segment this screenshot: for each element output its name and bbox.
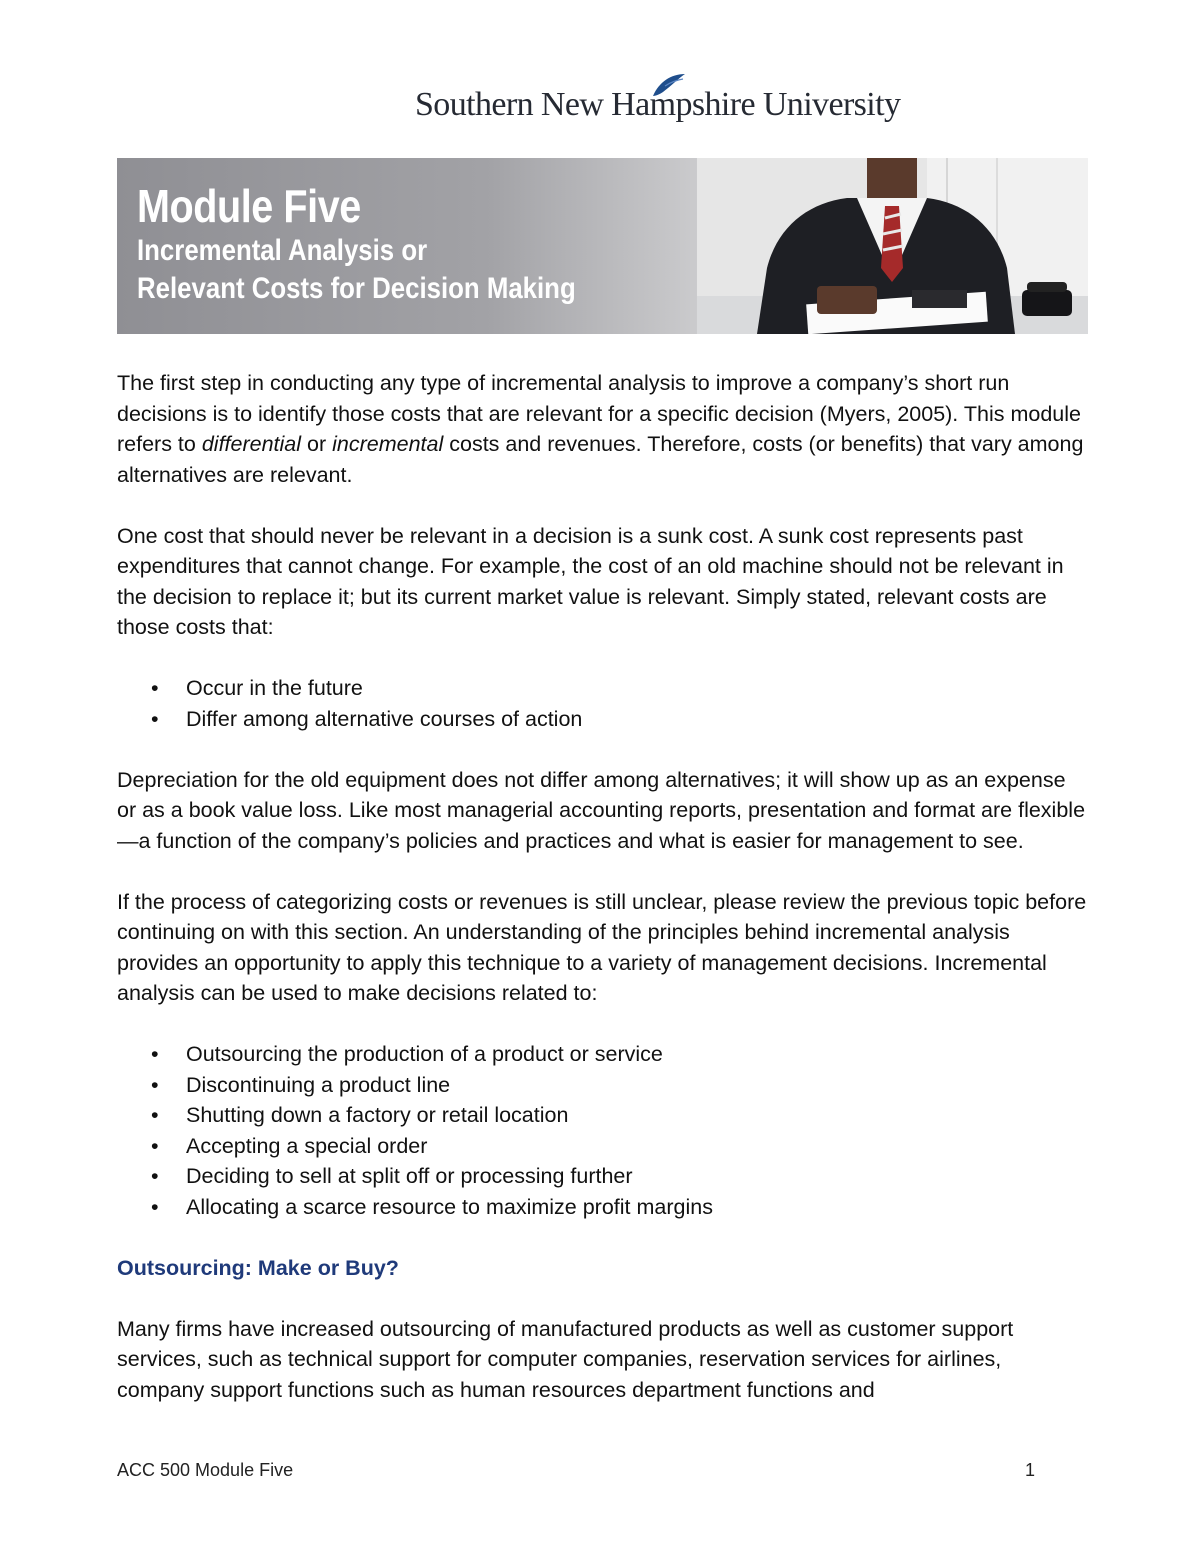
relevant-costs-list (117, 673, 1087, 734)
banner-subtitle-line1: Incremental Analysis or (137, 234, 428, 267)
page-footer (117, 1460, 1035, 1481)
businessman-image (697, 158, 1088, 334)
banner-title: Module Five (137, 180, 361, 232)
list-item: • Discontinuing a product line (117, 1070, 1087, 1101)
footer-course-label: ACC 500 Module Five (117, 1460, 294, 1480)
banner-subtitle-line2: Relevant Costs for Decision Making (137, 272, 576, 305)
leaf-icon (651, 72, 687, 98)
paragraph-depreciation: Depreciation for the old equipment does not differ among alternatives; it will show up as an expense or as a book value loss. Like most managerial accounting reports, presentation and format are flexible—a function of the company’s policies and practices and what is easier for management to see. (117, 767, 1086, 853)
list-item: • Allocating a scarce resource to maximize profit margins (117, 1192, 1087, 1223)
paragraph-process: If the process of categorizing costs or revenues is still unclear, please review the previous topic before continuing on with this section. An understanding of the principles behind incremental analysis provides an opportunity to apply this technique to a variety of management decisions. Incremental analysis can be used to make decisions related to: (117, 889, 1087, 1005)
list-item: • Differ among alternative courses of action (117, 704, 1087, 735)
list-item: • Shutting down a factory or retail location (117, 1100, 1087, 1131)
list-item: • Outsourcing the production of a product or service (117, 1039, 1087, 1070)
list-item: • Deciding to sell at split off or processing further (117, 1161, 1087, 1192)
paragraph-sunk-cost: One cost that should never be relevant in a decision is a sunk cost. A sunk cost represents past expenditures that cannot change. For example, the cost of an old machine should not be relevant in the decision to replace it; but its current market value is relevant. Simply stated, relevant costs are those costs that: (117, 523, 1064, 639)
section-heading: Outsourcing: Make or Buy? (117, 1255, 399, 1280)
list-item: • Occur in the future (117, 673, 1087, 704)
list-item: • Accepting a special order (117, 1131, 1087, 1162)
module-banner (117, 158, 1088, 334)
decisions-list (117, 1039, 1087, 1222)
document-body (117, 368, 1087, 1436)
paragraph-intro: The first step in conducting any type of incremental analysis to improve a company’s short run decisions is to identify those costs that are relevant for a specific decision (Myers, 2005). This module refers to differential or incremental costs and revenues. Therefore, costs (or benefits) that vary among alternatives are relevant. (117, 371, 1084, 487)
paragraph-outsourcing: Many firms have increased outsourcing of manufactured products as well as customer support services, such as technical support for computer companies, reservation services for airlines, company support functions such as human resources department functions and (117, 1316, 1014, 1402)
university-logo (415, 72, 901, 132)
logo-wordmark: Southern New Hampshire University (415, 86, 901, 123)
page-number: 1 (1024, 1460, 1035, 1480)
